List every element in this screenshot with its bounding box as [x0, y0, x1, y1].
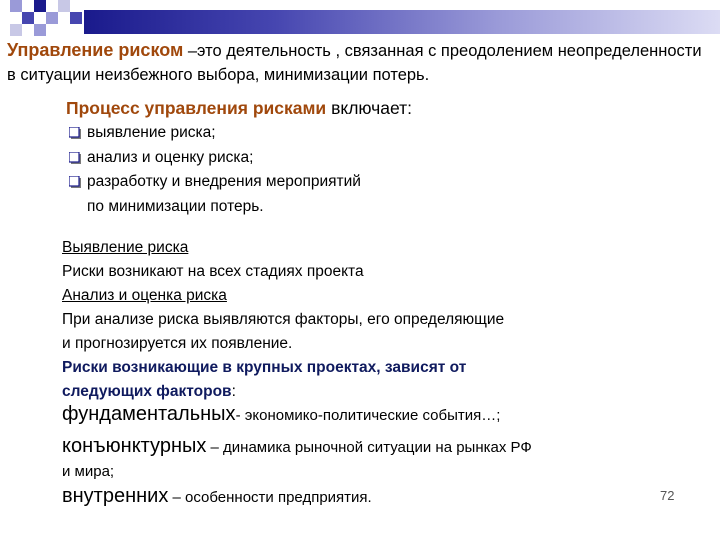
emphasis-text: следующих факторов	[62, 383, 232, 400]
factor-internal	[62, 484, 682, 510]
intro-definition	[7, 38, 713, 87]
section-heading-identification: Выявление риска	[62, 239, 189, 256]
emphasis-line	[62, 380, 662, 404]
paragraph: и прогнозируется их появление.	[62, 335, 293, 352]
paragraph: Риски возникают на всех стадиях проекта	[62, 263, 364, 280]
colon: :	[231, 383, 236, 400]
list-item-text: анализ и оценку риска;	[87, 148, 254, 166]
paragraph: При анализе риска выявляются факторы, его определяющие	[62, 311, 505, 328]
list-item	[66, 170, 626, 219]
factor-desc-cont: и мира;	[62, 463, 115, 480]
factor-term: фундаментальных	[62, 403, 236, 425]
intro-text: –это деятельность , связанная с преодолением неопределенности в ситуации неизбежного выбора, минимизации потерь.	[7, 42, 702, 84]
process-list	[66, 121, 626, 219]
process-term: Процесс управления рисками	[66, 98, 327, 118]
body-text	[62, 236, 662, 404]
intro-term: Управление риском	[7, 40, 184, 60]
list-item-text: выявление риска;	[87, 124, 216, 141]
square-bullet-icon	[69, 152, 81, 164]
square-bullet-icon	[69, 127, 81, 139]
list-item-continuation: по минимизации потерь.	[87, 197, 264, 215]
factor-term: конъюнктурных	[62, 435, 207, 457]
factor-term: внутренних	[62, 485, 169, 507]
factor-desc: - экономико-политические события…;	[235, 407, 501, 424]
process-rest: включает:	[326, 98, 413, 118]
process-heading	[66, 95, 626, 121]
page-number: 72	[660, 488, 675, 503]
factor-desc: – особенности предприятия.	[168, 489, 372, 506]
list-item	[66, 146, 626, 171]
process-block	[66, 95, 626, 219]
list-item	[66, 121, 626, 146]
factor-market	[62, 434, 682, 484]
list-item-text: разработку и внедрения мероприятий	[87, 173, 361, 190]
section-heading-analysis: Анализ и оценка риска	[62, 287, 227, 304]
factor-fundamental	[62, 402, 682, 428]
emphasis-line: Риски возникающие в крупных проектах, зависят от	[62, 359, 467, 376]
checker-decoration	[0, 0, 84, 40]
factor-desc: – динамика рыночной ситуации на рынках РФ	[206, 439, 532, 456]
header-stripe	[84, 10, 720, 34]
square-bullet-icon	[69, 176, 81, 188]
